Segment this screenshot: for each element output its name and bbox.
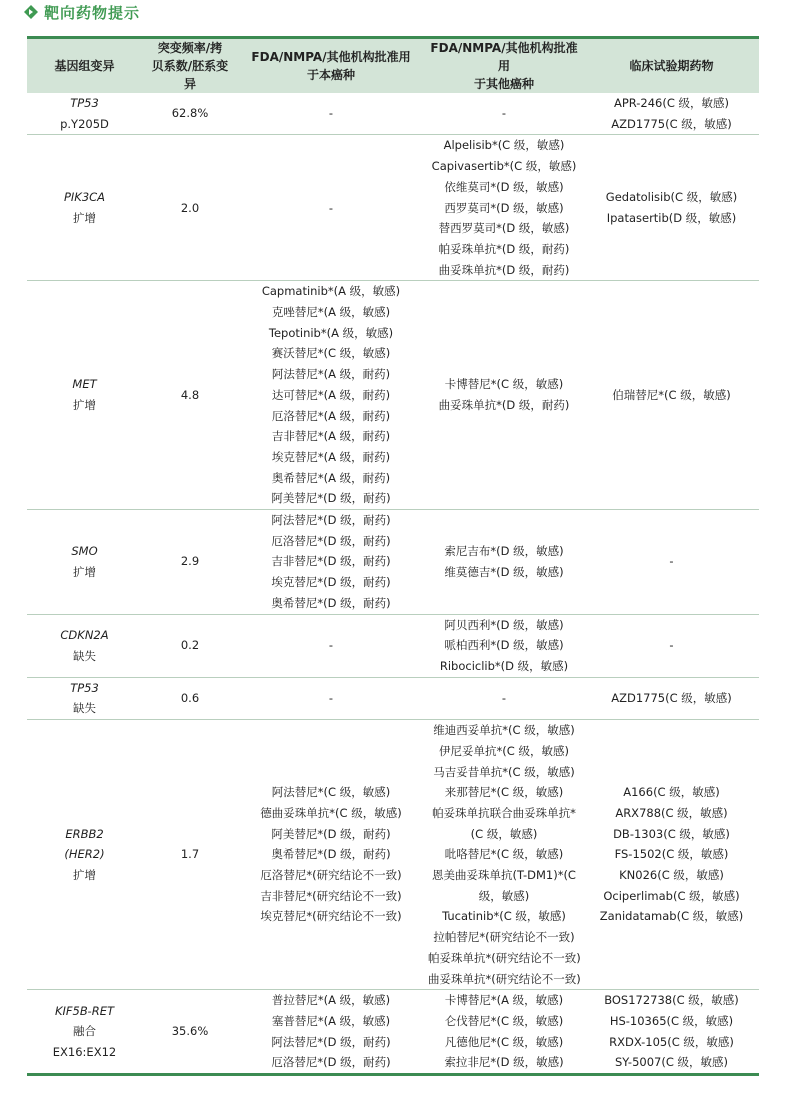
drug-entry: - <box>669 638 674 653</box>
drug-entry: 西罗莫司*(D 级，敏感) <box>444 200 564 215</box>
drug-entry: Tepotinib*(A 级，敏感) <box>268 325 394 340</box>
drug-entry: BOS172738(C 级，敏感) <box>604 993 739 1008</box>
drug-entry: AZD1775(C 级，敏感) <box>611 691 732 706</box>
drug-entry: - <box>669 554 674 569</box>
trial-cell <box>584 281 759 510</box>
drug-entry: RXDX-105(C 级，敏感) <box>609 1034 734 1049</box>
frequency-cell <box>142 614 238 677</box>
drug-entry: - <box>328 200 334 215</box>
drug-entry: 埃克替尼*(A 级，耐药) <box>271 449 391 464</box>
drug-entry: 依维莫司*(D 级，敏感) <box>444 179 564 194</box>
frequency-value: 0.2 <box>180 638 200 653</box>
targeted-drug-table <box>27 36 759 1076</box>
drug-entry: 吡咯替尼*(C 级，敏感) <box>444 847 564 862</box>
diamond-arrow-icon <box>24 5 38 19</box>
section-title: 靶向药物提示 <box>44 3 141 22</box>
drug-entry: ARX788(C 级，敏感) <box>615 805 728 820</box>
approved-same-cell <box>238 135 424 281</box>
drug-entry: 吉非替尼*(研究结论不一致) <box>260 888 402 903</box>
frequency-value: 2.9 <box>180 554 200 569</box>
frequency-value: 2.0 <box>180 200 200 215</box>
trial-cell <box>584 614 759 677</box>
variant-cell <box>27 720 142 990</box>
drug-entry: 厄洛替尼*(D 级，耐药) <box>271 533 391 548</box>
drug-entry: Gedatolisib(C 级，敏感) <box>605 190 738 205</box>
drug-entry: 阿法替尼*(A 级，耐药) <box>271 367 391 382</box>
drug-entry: 埃克替尼*(研究结论不一致) <box>260 909 402 924</box>
header-approved-same-cancer <box>238 39 424 93</box>
drug-entry: AZD1775(C 级，敏感) <box>611 116 732 131</box>
variant-type: p.Y205D <box>60 116 109 131</box>
drug-entry: - <box>501 691 507 706</box>
trial-cell <box>584 510 759 615</box>
variant-cell <box>27 281 142 510</box>
drug-entry: 仑伐替尼*(C 级，敏感) <box>444 1013 564 1028</box>
drug-entry: 普拉替尼*(A 级，敏感) <box>271 993 391 1008</box>
drug-entry: 克唑替尼*(A 级，敏感) <box>271 305 391 320</box>
table-row <box>27 510 759 615</box>
frequency-cell <box>142 93 238 135</box>
drug-entry: 替西罗莫司*(D 级，敏感) <box>438 221 570 236</box>
drug-entry: HS-10365(C 级，敏感) <box>609 1013 734 1028</box>
approved-other-cell <box>424 720 584 990</box>
trial-cell <box>584 93 759 135</box>
drug-entry: 帕妥珠单抗*(D 级，耐药) <box>438 241 570 256</box>
approved-same-cell <box>238 281 424 510</box>
drug-entry: 伊尼妥单抗*(C 级，敏感) <box>439 743 569 758</box>
drug-entry: 奥希替尼*(D 级，耐药) <box>271 595 391 610</box>
drug-entry: A166(C 级，敏感) <box>623 785 720 800</box>
variant-cell <box>27 510 142 615</box>
trial-cell <box>584 677 759 719</box>
trial-cell <box>584 990 759 1073</box>
section-title-row <box>24 2 140 22</box>
drug-entry: DB-1303(C 级，敏感) <box>613 826 730 841</box>
gene-name: SMO <box>71 544 98 559</box>
drug-entry: Tucatinib*(C 级，敏感) <box>442 909 566 924</box>
drug-entry: 奥希替尼*(D 级，耐药) <box>271 847 391 862</box>
header-line: 贝系数/胚系变异 <box>151 59 229 91</box>
drug-entry: 曲妥珠单抗*(D 级，耐药) <box>438 398 570 413</box>
header-approved-other-cancer <box>424 39 584 93</box>
drug-entry: 阿法替尼*(D 级，耐药) <box>271 1034 391 1049</box>
approved-other-cell <box>424 614 584 677</box>
drug-entry: KN026(C 级，敏感) <box>619 868 724 883</box>
gene-name: TP53 <box>70 680 99 695</box>
header-line: FDA/NMPA/其他机构批准用 <box>430 41 578 73</box>
header-frequency <box>142 39 238 93</box>
approved-other-cell <box>424 281 584 510</box>
variant-cell <box>27 93 142 135</box>
approved-other-cell <box>424 93 584 135</box>
approved-same-cell <box>238 93 424 135</box>
drug-entry: FS-1502(C 级，敏感) <box>614 847 729 862</box>
drug-entry: 阿法替尼*(C 级，敏感) <box>271 785 391 800</box>
drug-table <box>27 39 759 1073</box>
drug-entry: Capivasertib*(C 级，敏感) <box>431 159 577 174</box>
drug-entry: Zanidatamab(C 级，敏感) <box>599 909 744 924</box>
drug-entry: 帕妥珠单抗联合曲妥珠单抗*(C 级，敏感) <box>432 805 576 841</box>
variant-type: 扩增 <box>73 868 96 883</box>
frequency-cell <box>142 990 238 1073</box>
header-variant: 基因组变异 <box>27 39 142 93</box>
frequency-cell <box>142 135 238 281</box>
drug-entry: 塞普替尼*(A 级，敏感) <box>271 1013 391 1028</box>
drug-entry: 恩美曲妥珠单抗(T-DM1)*(C 级，敏感) <box>432 868 576 903</box>
drug-entry: - <box>328 638 334 653</box>
variant-type: EX16:EX12 <box>52 1044 117 1059</box>
drug-entry: Capmatinib*(A 级，敏感) <box>261 284 401 299</box>
table-bottom-rule <box>27 1073 759 1076</box>
drug-entry: 曲妥珠单抗*(研究结论不一致) <box>428 971 581 986</box>
approved-same-cell <box>238 614 424 677</box>
gene-name: PIK3CA <box>63 190 106 205</box>
frequency-value: 1.7 <box>180 847 200 862</box>
gene-name: KIF5B-RET <box>55 1003 114 1018</box>
approved-other-cell <box>424 990 584 1073</box>
drug-entry: 凡德他尼*(C 级，敏感) <box>444 1034 564 1049</box>
header-line: 突变频率/拷 <box>157 41 223 55</box>
drug-entry: 卡博替尼*(A 级，敏感) <box>444 993 564 1008</box>
drug-entry: - <box>328 106 334 121</box>
drug-entry: 阿美替尼*(D 级，耐药) <box>271 826 391 841</box>
drug-entry: 索尼吉布*(D 级，敏感) <box>444 544 564 559</box>
frequency-value: 4.8 <box>180 387 200 402</box>
drug-entry: 维迪西妥单抗*(C 级，敏感) <box>433 723 575 738</box>
drug-entry: 马吉妥昔单抗*(C 级，敏感) <box>433 764 575 779</box>
frequency-cell <box>142 281 238 510</box>
table-row <box>27 93 759 135</box>
drug-entry: 厄洛替尼*(研究结论不一致) <box>260 868 402 883</box>
variant-type: 扩增 <box>73 398 96 413</box>
approved-other-cell <box>424 510 584 615</box>
variant-type: 扩增 <box>73 564 96 579</box>
drug-entry: Ipatasertib(D 级，敏感) <box>606 210 737 225</box>
header-line: 于其他癌种 <box>473 77 534 91</box>
approved-other-cell <box>424 677 584 719</box>
drug-entry: Ribociclib*(D 级，敏感) <box>439 658 569 673</box>
approved-other-cell <box>424 135 584 281</box>
drug-entry: - <box>328 691 334 706</box>
drug-entry: 奥希替尼*(A 级，耐药) <box>271 470 391 485</box>
variant-type: 融合 <box>73 1024 96 1039</box>
drug-entry: 维莫德吉*(D 级，敏感) <box>444 564 564 579</box>
variant-type: 缺失 <box>73 648 96 663</box>
drug-entry: Ociperlimab(C 级，敏感) <box>603 888 740 903</box>
drug-entry: 哌柏西利*(D 级，敏感) <box>444 638 564 653</box>
variant-type: 扩增 <box>73 210 96 225</box>
trial-cell <box>584 135 759 281</box>
gene-name: TP53 <box>70 96 99 110</box>
drug-entry: 赛沃替尼*(C 级，敏感) <box>271 346 391 361</box>
table-row <box>27 135 759 281</box>
variant-cell <box>27 614 142 677</box>
gene-name: CDKN2A <box>60 627 109 642</box>
frequency-cell <box>142 510 238 615</box>
approved-same-cell <box>238 990 424 1073</box>
drug-entry: 拉帕替尼*(研究结论不一致) <box>433 930 575 945</box>
drug-entry: 埃克替尼*(D 级，耐药) <box>271 575 391 590</box>
variant-cell <box>27 990 142 1073</box>
drug-entry: APR-246(C 级，敏感) <box>613 96 730 110</box>
drug-entry: 卡博替尼*(C 级，敏感) <box>444 377 564 392</box>
table-header-row <box>27 39 759 93</box>
table-row <box>27 720 759 990</box>
drug-entry: 阿法替尼*(D 级，耐药) <box>271 513 391 528</box>
frequency-value: 35.6% <box>171 1024 209 1039</box>
variant-cell <box>27 135 142 281</box>
drug-entry: Alpelisib*(C 级，敏感) <box>443 138 565 153</box>
drug-entry: 帕妥珠单抗*(研究结论不一致) <box>428 950 581 965</box>
drug-entry: 曲妥珠单抗*(D 级，耐药) <box>438 262 570 277</box>
header-clinical-trial: 临床试验期药物 <box>584 39 759 93</box>
drug-entry: 德曲妥珠单抗*(C 级，敏感) <box>260 805 402 820</box>
drug-entry: 索拉非尼*(D 级，敏感) <box>444 1055 564 1070</box>
header-line: FDA/NMPA/其他机构批准用 <box>251 50 411 64</box>
table-row <box>27 677 759 719</box>
drug-entry: 阿贝西利*(D 级，敏感) <box>444 617 564 632</box>
drug-entry: 厄洛替尼*(D 级，耐药) <box>271 1055 391 1070</box>
trial-cell <box>584 720 759 990</box>
table-row <box>27 990 759 1073</box>
drug-entry: 吉非替尼*(D 级，耐药) <box>271 554 391 569</box>
approved-same-cell <box>238 677 424 719</box>
variant-type: 缺失 <box>73 701 96 716</box>
frequency-cell <box>142 677 238 719</box>
gene-alias: (HER2) <box>64 847 105 862</box>
variant-cell <box>27 677 142 719</box>
header-line: 于本癌种 <box>306 68 355 82</box>
drug-entry: - <box>501 106 507 121</box>
gene-name: MET <box>72 377 97 392</box>
drug-entry: 达可替尼*(A 级，耐药) <box>271 387 391 402</box>
drug-entry: 阿美替尼*(D 级，耐药) <box>271 491 391 506</box>
table-row <box>27 614 759 677</box>
frequency-value: 0.6 <box>180 691 200 706</box>
drug-entry: 吉非替尼*(A 级，耐药) <box>271 429 391 444</box>
approved-same-cell <box>238 720 424 990</box>
frequency-cell <box>142 720 238 990</box>
table-row <box>27 281 759 510</box>
gene-name: ERBB2 <box>65 826 104 841</box>
drug-entry: 厄洛替尼*(A 级，耐药) <box>271 408 391 423</box>
drug-entry: 来那替尼*(C 级，敏感) <box>444 785 564 800</box>
drug-entry: 伯瑞替尼*(C 级，敏感) <box>612 387 731 402</box>
approved-same-cell <box>238 510 424 615</box>
frequency-value: 62.8% <box>171 106 209 121</box>
drug-entry: SY-5007(C 级，敏感) <box>614 1055 729 1070</box>
